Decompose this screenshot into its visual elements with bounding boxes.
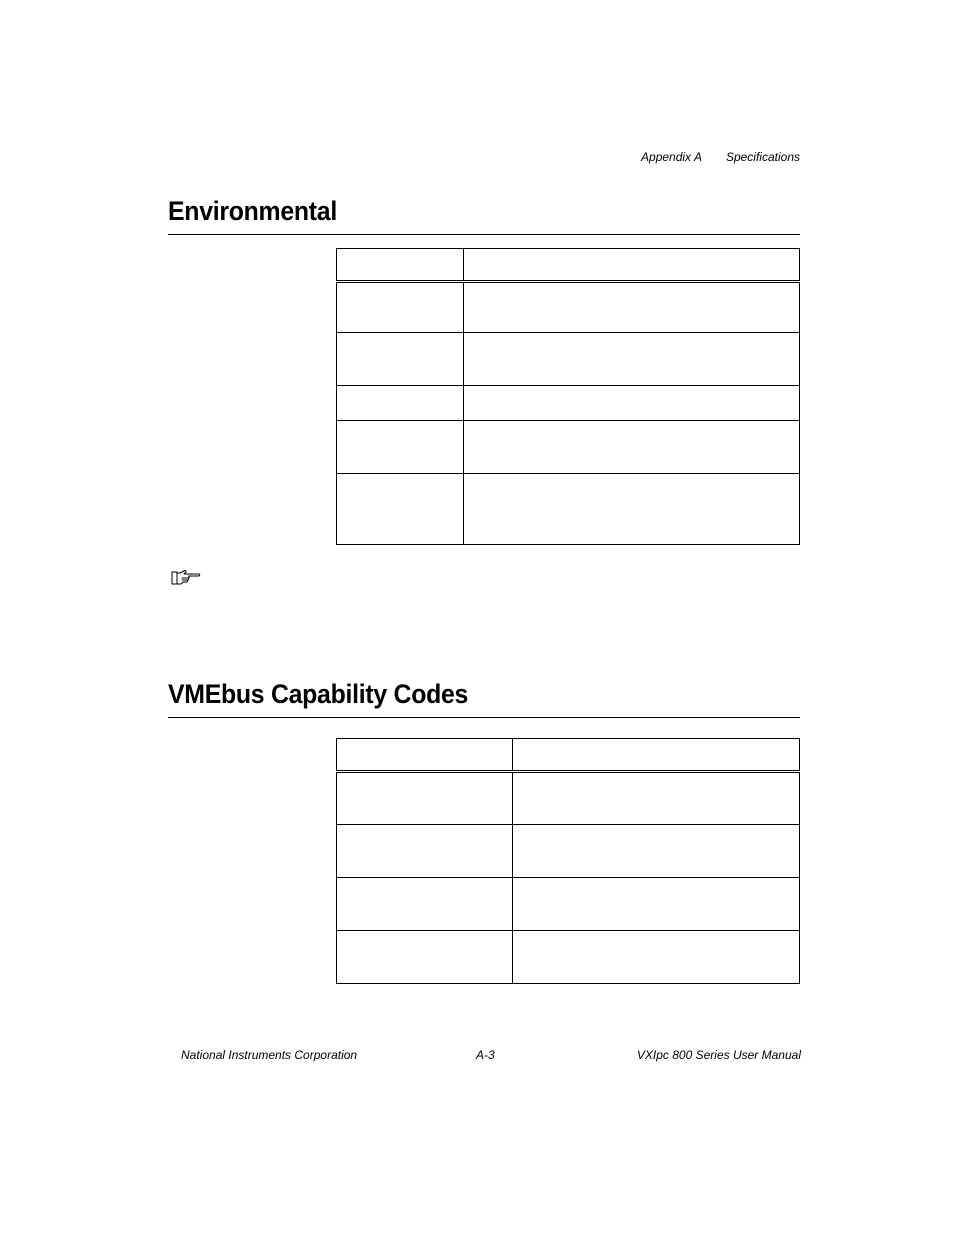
table-row <box>337 282 800 333</box>
table-cell <box>337 333 464 386</box>
environmental-table <box>336 248 800 545</box>
table-row <box>337 421 800 474</box>
table-row <box>337 878 800 931</box>
footer-company: National Instruments Corporation <box>181 1048 358 1062</box>
table-cell <box>464 421 800 474</box>
table-cell <box>337 421 464 474</box>
pointing-hand-icon <box>170 567 202 587</box>
table-cell <box>513 931 800 984</box>
footer-manual-title: VXIpc 800 Series User Manual <box>636 1048 801 1062</box>
vmebus-table <box>336 738 800 984</box>
environmental-heading-rule <box>168 234 800 235</box>
table-row <box>337 931 800 984</box>
vmebus-heading: VMEbus Capability Codes <box>168 679 469 709</box>
table-row <box>337 333 800 386</box>
header-title: Specifications <box>725 150 800 164</box>
vmebus-table-header-cell <box>513 739 800 772</box>
table-cell <box>337 931 513 984</box>
table-cell <box>513 772 800 825</box>
table-cell <box>464 282 800 333</box>
vmebus-table-header-cell <box>337 739 513 772</box>
table-cell <box>464 474 800 545</box>
table-cell <box>464 333 800 386</box>
environmental-heading: Environmental <box>168 196 337 226</box>
table-cell <box>464 386 800 421</box>
environmental-table-header-row <box>337 249 800 282</box>
table-row <box>337 825 800 878</box>
table-cell <box>337 282 464 333</box>
running-header <box>641 150 800 164</box>
vmebus-table-header-row <box>337 739 800 772</box>
vmebus-heading-rule <box>168 717 800 718</box>
table-row <box>337 772 800 825</box>
table-cell <box>513 825 800 878</box>
table-cell <box>337 474 464 545</box>
environmental-table-header-cell <box>464 249 800 282</box>
table-row <box>337 386 800 421</box>
environmental-table-header-cell <box>337 249 464 282</box>
table-cell <box>513 878 800 931</box>
footer-page-number: A-3 <box>476 1048 495 1062</box>
table-cell <box>337 878 513 931</box>
table-cell <box>337 386 464 421</box>
table-cell <box>337 772 513 825</box>
header-chapter: Appendix A <box>641 150 702 164</box>
table-row <box>337 474 800 545</box>
table-cell <box>337 825 513 878</box>
